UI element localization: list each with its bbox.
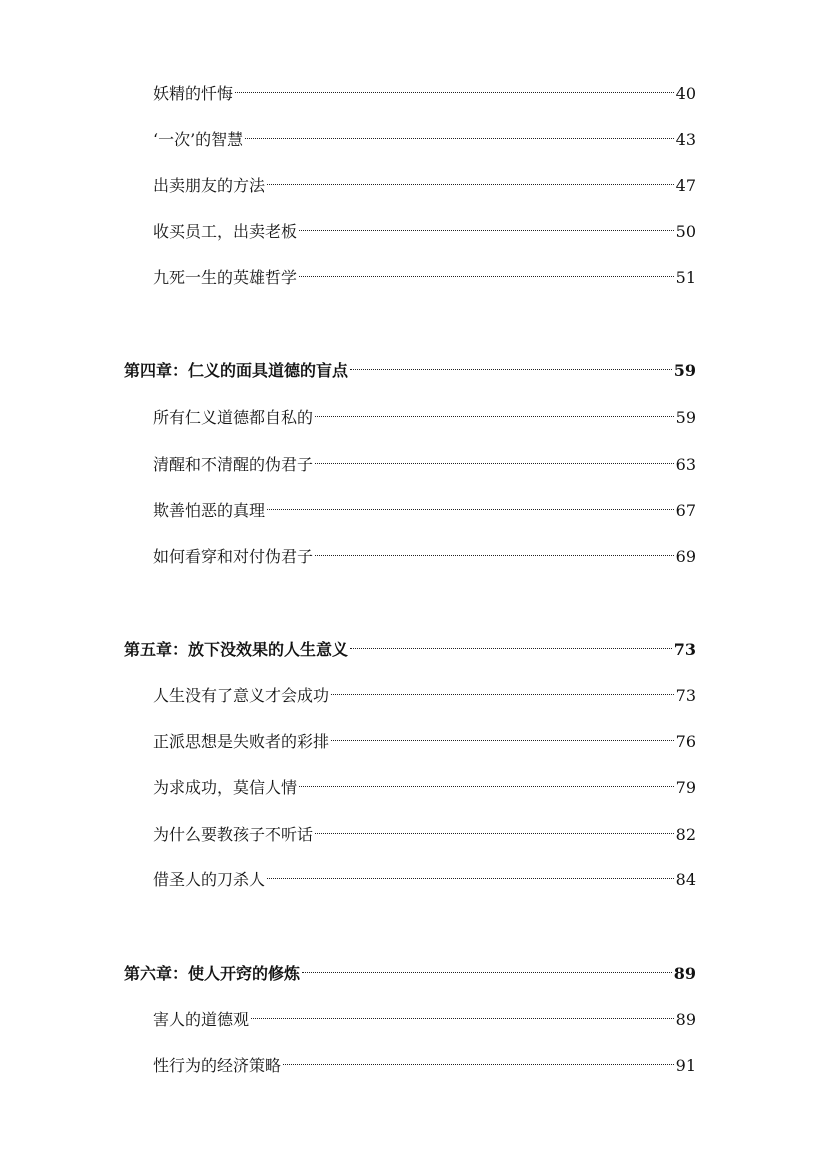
dot-leader	[299, 211, 674, 237]
dot-leader	[331, 675, 674, 701]
toc-entry[interactable]	[153, 1045, 696, 1075]
toc-entry-title: 为求成功，莫信人情	[153, 778, 298, 797]
dot-leader	[315, 536, 674, 562]
toc-entry[interactable]	[153, 675, 696, 705]
toc-entry[interactable]	[153, 73, 696, 103]
toc-entry[interactable]	[153, 211, 696, 241]
toc-entry-page: 82	[675, 825, 696, 844]
toc-entry[interactable]	[153, 536, 696, 566]
toc-entry-page: 67	[675, 501, 696, 520]
toc-entry-title: 如何看穿和对付伪君子	[153, 547, 314, 566]
toc-entry-page: 47	[675, 176, 696, 195]
dot-leader	[315, 814, 674, 840]
toc-entry-page: 69	[675, 547, 696, 566]
toc-entry[interactable]	[153, 767, 696, 797]
toc-entry[interactable]	[153, 257, 696, 287]
dot-leader	[299, 767, 674, 793]
toc-entry-title: 收买员工，出卖老板	[153, 222, 298, 241]
toc-entry-title: 妖精的忏悔	[153, 84, 234, 103]
toc-entry-title: 害人的道德观	[153, 1010, 250, 1029]
toc-chapter-page: 59	[673, 361, 696, 380]
toc-entry-page: 89	[675, 1010, 696, 1029]
toc-entry[interactable]	[153, 165, 696, 195]
toc-entry-title: ‘一次’的智慧	[153, 130, 244, 149]
toc-entry-page: 84	[675, 870, 696, 889]
dot-leader	[235, 73, 674, 99]
toc-entry-page: 59	[675, 408, 696, 427]
toc-entry-page: 73	[675, 686, 696, 705]
toc-entry-page: 40	[675, 84, 696, 103]
toc-entry-title: 为什么要教孩子不听话	[153, 825, 314, 844]
toc-entry-page: 63	[675, 455, 696, 474]
dot-leader	[302, 953, 672, 979]
toc-entry-title: 九死一生的英雄哲学	[153, 268, 298, 287]
toc-entry[interactable]	[153, 814, 696, 844]
dot-leader	[245, 119, 673, 145]
toc-chapter-title: 第六章：使人开窍的修炼	[124, 964, 301, 983]
toc-chapter-4[interactable]	[124, 350, 696, 380]
toc-entry-title: 清醒和不清醒的伪君子	[153, 455, 314, 474]
dot-leader	[299, 257, 674, 283]
toc-entry-title: 所有仁义道德都自私的	[153, 408, 314, 427]
toc-chapter-6[interactable]	[124, 953, 696, 983]
toc-entry-page: 51	[675, 268, 696, 287]
toc-chapter-5[interactable]	[124, 629, 696, 659]
toc-entry-page: 91	[675, 1056, 696, 1075]
toc-chapter-page: 73	[673, 640, 696, 659]
toc-entry-page: 76	[675, 732, 696, 751]
toc-entry[interactable]	[153, 490, 696, 520]
dot-leader	[267, 490, 674, 516]
toc-entry-page: 43	[675, 130, 696, 149]
toc-chapter-page: 89	[673, 964, 696, 983]
toc-entry-title: 欺善怕恶的真理	[153, 501, 266, 520]
toc-entry-title: 正派思想是失败者的彩排	[153, 732, 330, 751]
toc-chapter-title: 第四章：仁义的面具道德的盲点	[124, 361, 349, 380]
toc-entry-title: 人生没有了意义才会成功	[153, 686, 330, 705]
dot-leader	[315, 397, 674, 423]
toc-entry-title: 借圣人的刀杀人	[153, 870, 266, 889]
toc-entry[interactable]	[153, 444, 696, 474]
toc-entry[interactable]	[153, 859, 696, 889]
dot-leader	[350, 629, 672, 655]
toc-entry-title: 出卖朋友的方法	[153, 176, 266, 195]
toc-entry-title: 性行为的经济策略	[153, 1056, 282, 1075]
dot-leader	[283, 1045, 674, 1071]
toc-entry[interactable]	[153, 999, 696, 1029]
dot-leader	[331, 721, 674, 747]
toc-entry[interactable]	[153, 721, 696, 751]
toc-entry[interactable]	[153, 119, 696, 149]
dot-leader	[315, 444, 674, 470]
dot-leader	[350, 350, 672, 376]
dot-leader	[267, 859, 674, 885]
toc-entry-page: 50	[675, 222, 696, 241]
dot-leader	[267, 165, 674, 191]
toc-entry-page: 79	[675, 778, 696, 797]
toc-chapter-title: 第五章：放下没效果的人生意义	[124, 640, 349, 659]
dot-leader	[251, 999, 674, 1025]
toc-entry[interactable]	[153, 397, 696, 427]
